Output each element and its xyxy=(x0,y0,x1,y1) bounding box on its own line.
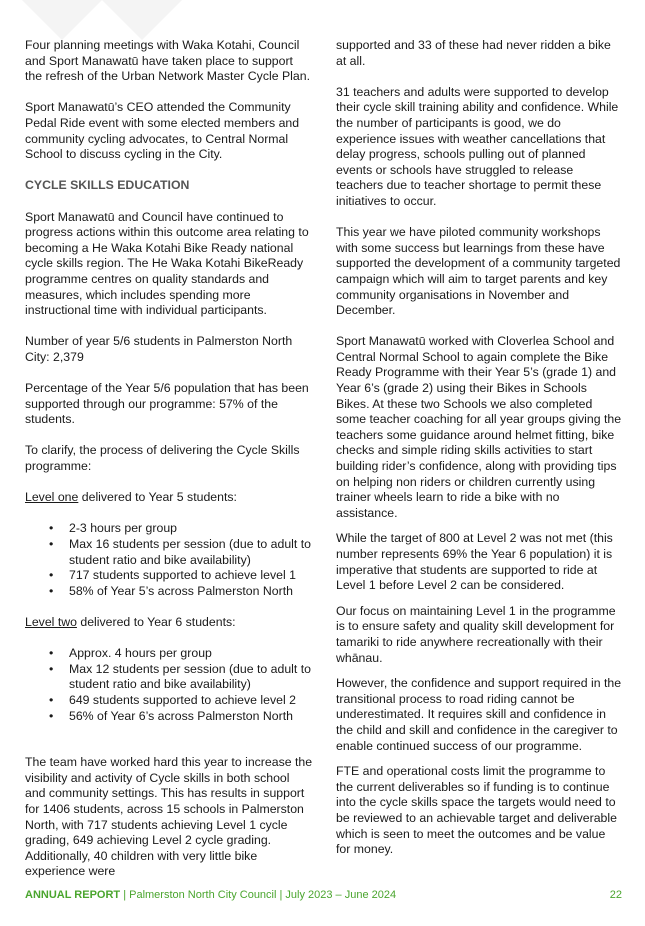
paragraph-level-one-focus: Our focus on maintaining Level 1 in the programme is to ensure safety and quality skill development for tamariki to ride anywhere recreationally with their whānau. xyxy=(336,603,616,665)
level-two-label: Level two xyxy=(25,614,77,629)
paragraph-bike-ready-region: Sport Manawatū and Council have continued to progress actions within this outcome area relating to becoming a He Waka Kotahi Bike Ready national cycle skills region. The He Waka Kotahi BikeReady programme centres on quality standards and measures, which includes spending more instructional time with individual participants. xyxy=(25,209,309,318)
paragraph-ceo-pedal-ride: Sport Manawatū’s CEO attended the Community Pedal Ride event with some elected members and community cycling advocates, to Central Normal School to discuss cycling in the City. xyxy=(25,100,300,162)
level-two-list xyxy=(25,646,313,724)
paragraph-level-two-target: While the target of 800 at Level 2 was not met (this number represents 69% the Year 6 population) it is imperative that students are supported to ride at Level 1 before Level 2 can be considered. xyxy=(336,531,613,593)
right-column xyxy=(336,38,622,858)
level-one-title xyxy=(25,490,313,506)
list-item: • 717 students supported to achieve level 1 xyxy=(69,568,313,584)
paragraph-planning-meetings: Four planning meetings with Waka Kotahi, Council and Sport Manawatū have taken place to support the refresh of the Urban Network Master Cycle Plan. xyxy=(25,38,310,84)
paragraph-supported-continued: supported and 33 of these had never ridden a bike at all. xyxy=(336,38,611,68)
paragraph-community-workshops: This year we have piloted community workshops with some success but learnings from these have supported the development of a community targeted campaign which will aim to target parents and key community organisations in November and December. xyxy=(336,225,621,318)
list-item: • Max 12 students per session (due to adult to student ratio and bike availability) xyxy=(69,662,313,693)
paragraph-student-count: Number of year 5/6 students in Palmerston North City: 2,379 xyxy=(25,334,293,364)
paragraph-road-riding: However, the confidence and support required in the transitional process to road riding cannot be underestimated. It requires skill and confidence in the child and skill and confidence in the caregiver to enable continued success of our programme. xyxy=(336,676,622,753)
page-number: 22 xyxy=(609,889,622,901)
paragraph-population-percentage: Percentage of the Year 5/6 population that has been supported through our programme: 57% of the students. xyxy=(25,381,309,427)
list-item: • 58% of Year 5’s across Palmerston North xyxy=(69,584,313,600)
footer-brand: ANNUAL REPORT xyxy=(25,889,121,901)
footer-title xyxy=(25,889,396,901)
section-heading: CYCLE SKILLS EDUCATION xyxy=(25,178,190,193)
level-two-title xyxy=(25,615,313,631)
left-column xyxy=(25,38,313,895)
paragraph-clarify-process: To clarify, the process of delivering the Cycle Skills programme: xyxy=(25,443,300,474)
header-chevron-decoration xyxy=(0,0,200,40)
list-item: • 649 students supported to achieve level 2 xyxy=(69,693,313,709)
paragraph-cloverlea-school: Sport Manawatū worked with Cloverlea School and Central Normal School to again complete the Bike Ready Programme with their Year 5’s (grade 1) and Year 6’s (grade 2) using their Bikes in Schools Bikes. At these two Schools we also completed some teacher coaching for all year groups giving the teachers some guidance around helmet fitting, bike checks and simple riding skills activities to start building rider’s confidence, along with providing tips on helping non riders or children currently using trainer wheels learn to ride a bike with no assistance. xyxy=(336,334,622,520)
footer-council-period: | Palmerston North City Council | July 2023 – June 2024 xyxy=(120,889,397,901)
level-one-list xyxy=(25,521,313,599)
page-footer xyxy=(25,889,622,901)
list-item: • 2-3 hours per group xyxy=(69,521,313,537)
level-one-label: Level one xyxy=(25,490,79,505)
paragraph-fte-costs: FTE and operational costs limit the programme to the current deliverables so if funding is to continue into the cycle skills space the targets would need to be reviewed to an achievable target and deliverable which is seen to meet the outcomes and be value for money. xyxy=(336,764,617,857)
level-one-suffix: delivered to Year 5 students: xyxy=(78,490,237,505)
list-item: • Approx. 4 hours per group xyxy=(69,646,313,662)
paragraph-teachers-supported: 31 teachers and adults were supported to develop their cycle skill training ability and confidence. While the number of participants is good, we do experience issues with weather cancellations that delay progress, schools pulling out of planned events or schools have struggled to release teachers due to teacher shortage to permit these initiatives to occur. xyxy=(336,84,619,208)
paragraph-team-results: The team have worked hard this year to increase the visibility and activity of Cycle skills in both school and community settings. This has results in support for 1406 students, across 15 schools in Palmerston North, with 717 students achieving Level 1 cycle grading, 649 achieving Level 2 cycle grading. Additionally, 40 children with very little bike experience were xyxy=(25,755,313,879)
level-two-suffix: delivered to Year 6 students: xyxy=(76,614,236,629)
list-item: • 56% of Year 6’s across Palmerston North xyxy=(69,709,313,725)
list-item: • Max 16 students per session (due to adult to student ratio and bike availability) xyxy=(69,537,313,568)
